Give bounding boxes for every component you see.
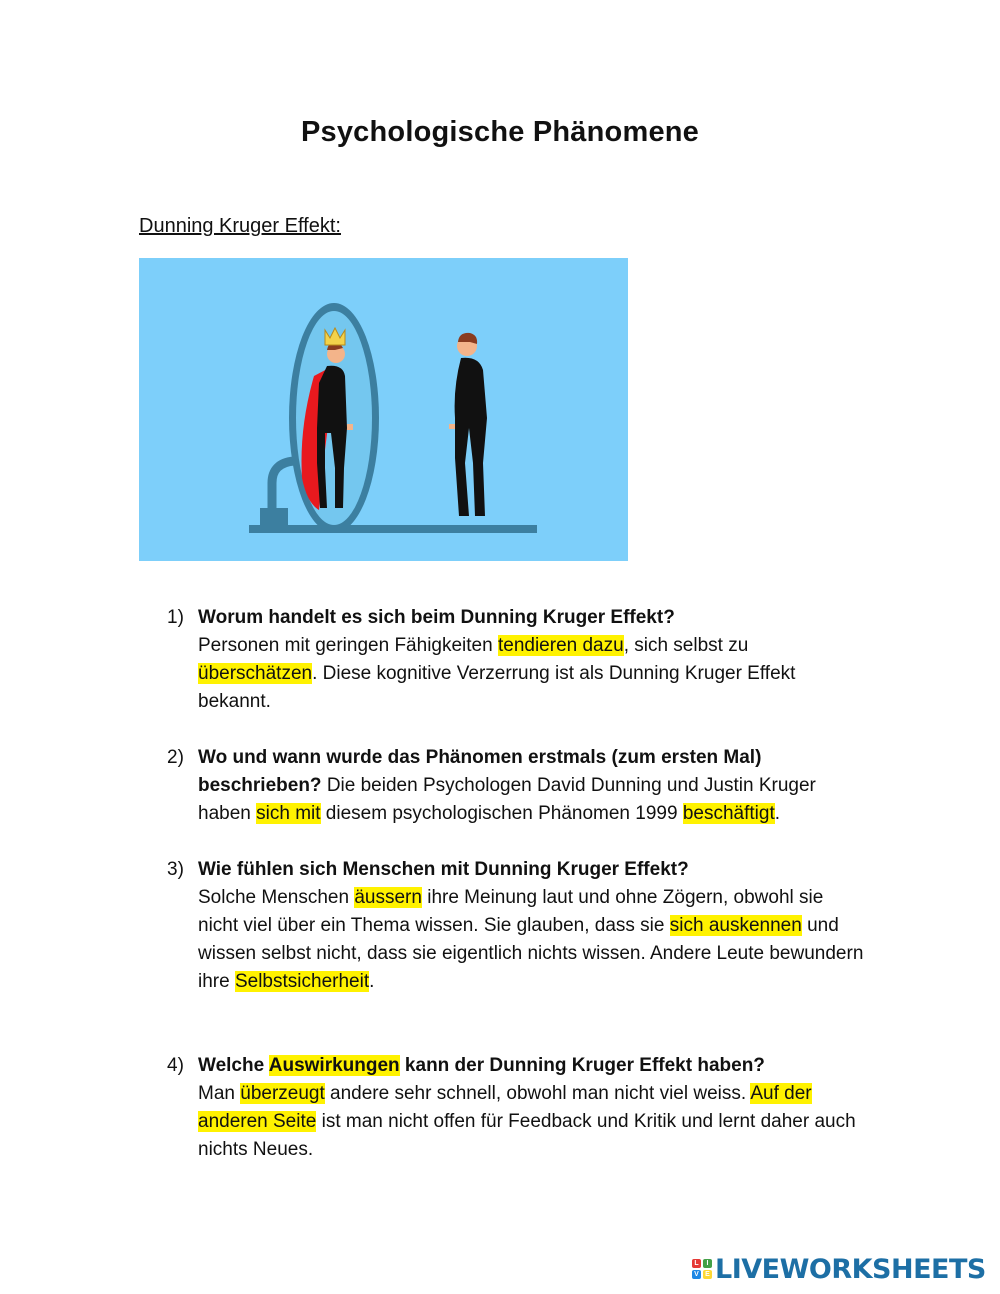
highlighted-term: Auswirkungen xyxy=(268,1055,400,1076)
man-hand xyxy=(449,424,455,429)
logo-mark-letter: I xyxy=(703,1259,712,1268)
logo-mark-letter: L xyxy=(692,1259,701,1268)
logo-mark-letter: V xyxy=(692,1270,701,1279)
question-item-3 xyxy=(167,856,867,996)
question-text: Wo und wann wurde das Phänomen erstmals (zum ersten Mal) beschrieben? xyxy=(198,747,762,796)
highlighted-term: Selbstsicherheit xyxy=(234,971,370,992)
highlighted-term: beschäftigt xyxy=(682,803,775,824)
floor-bar xyxy=(249,525,537,533)
answer-text: , sich selbst zu xyxy=(623,635,749,656)
question-text: Wie fühlen sich Menschen mit Dunning Kruger Effekt? xyxy=(198,859,689,880)
highlighted-term: tendieren dazu xyxy=(497,635,624,656)
answer-text: Personen mit geringen Fähigkeiten xyxy=(198,635,498,656)
page-title: Psychologische Phänomene xyxy=(300,116,700,148)
question-item-2 xyxy=(167,744,867,828)
question-number: 3) xyxy=(167,859,184,880)
logo-mark-letter: E xyxy=(703,1270,712,1279)
highlighted-term: Auf der anderen Seite xyxy=(198,1083,812,1132)
question-number: 2) xyxy=(167,747,184,768)
answer-text: . Diese kognitive Verzerrung ist als Dunning Kruger Effekt bekannt. xyxy=(198,663,796,712)
answer-text: . xyxy=(774,803,781,824)
liveworksheets-logo[interactable] xyxy=(692,1252,986,1286)
answer-text: Die beiden Psychologen David Dunning und Justin Kruger haben xyxy=(198,775,816,824)
answer-text: und wissen selbst nicht, dass sie eigentlich nichts wissen. Andere Leute bewundern ihre xyxy=(198,915,864,992)
mirror-king-illustration xyxy=(139,258,628,561)
answer-text: Man xyxy=(198,1083,241,1104)
mirror-stand-base xyxy=(260,508,288,528)
king-hand xyxy=(347,424,353,430)
illustration-background xyxy=(139,258,628,561)
logo-text: LIVEWORKSHEETS xyxy=(715,1253,986,1285)
highlighted-term: überzeugt xyxy=(240,1083,325,1104)
answer-text: ihre Meinung laut und ohne Zögern, obwohl sie nicht viel über ein Thema wissen. Sie glauben, dass sie xyxy=(198,887,824,936)
logo-mark-icon xyxy=(692,1259,712,1279)
answer-text: Solche Menschen xyxy=(198,887,355,908)
question-item-1 xyxy=(167,604,867,716)
answer-text: diesem psychologischen Phänomen 1999 xyxy=(320,803,683,824)
question-number: 4) xyxy=(167,1055,184,1076)
answer-text: andere sehr schnell, obwohl man nicht viel weiss. xyxy=(324,1083,751,1104)
section-heading: Dunning Kruger Effekt: xyxy=(139,215,341,237)
highlighted-term: überschätzen xyxy=(198,663,313,684)
answer-text: . xyxy=(369,971,375,992)
highlighted-term: sich mit xyxy=(256,803,321,824)
question-text: Worum handelt es sich beim Dunning Kruger Effekt? xyxy=(198,607,675,628)
highlighted-term: äussern xyxy=(354,887,422,908)
question-item-4 xyxy=(167,1052,867,1164)
question-number: 1) xyxy=(167,607,184,628)
answer-text: ist man nicht offen für Feedback und Kritik und lernt daher auch nichts Neues. xyxy=(198,1111,856,1160)
highlighted-term: sich auskennen xyxy=(669,915,802,936)
question-text: Welche Auswirkungen kann der Dunning Kruger Effekt haben? xyxy=(198,1055,765,1076)
